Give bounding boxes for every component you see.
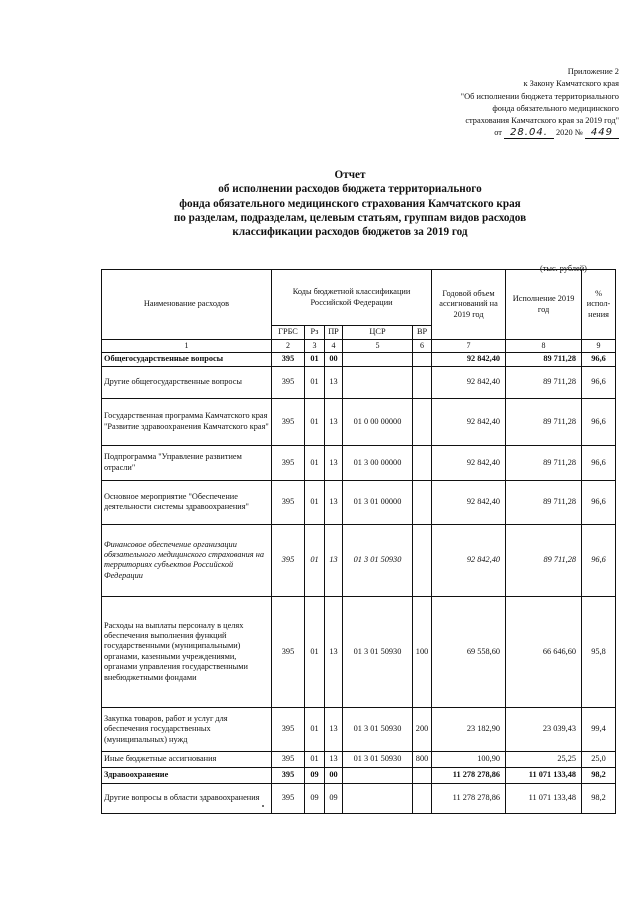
row-pr: 13 bbox=[325, 480, 343, 524]
row-volume: 11 278 278,86 bbox=[432, 783, 506, 813]
row-grbs: 395 bbox=[272, 366, 305, 398]
row-exec: 89 711,28 bbox=[506, 353, 582, 366]
row-pr: 13 bbox=[325, 524, 343, 596]
header-volume: Годовой объем ассигнований на 2019 год bbox=[432, 270, 506, 340]
row-rz: 01 bbox=[305, 445, 325, 480]
row-name: Государственная программа Камчатского края "Развитие здравоохранения Камчатского края" bbox=[102, 398, 272, 445]
col-num: 7 bbox=[432, 340, 506, 353]
header-name: Наименование расходов bbox=[102, 270, 272, 340]
row-grbs: 395 bbox=[272, 353, 305, 366]
row-volume: 69 558,60 bbox=[432, 596, 506, 707]
row-vr bbox=[413, 480, 432, 524]
row-pr: 13 bbox=[325, 366, 343, 398]
appendix-block bbox=[405, 66, 619, 140]
row-vr bbox=[413, 398, 432, 445]
table-row bbox=[102, 707, 616, 751]
row-vr: 100 bbox=[413, 596, 432, 707]
table-row bbox=[102, 767, 616, 783]
row-pct: 96,6 bbox=[582, 398, 616, 445]
row-exec: 89 711,28 bbox=[506, 366, 582, 398]
row-vr bbox=[413, 524, 432, 596]
row-csr: 01 3 01 00000 bbox=[343, 480, 413, 524]
date-prefix: от bbox=[494, 128, 502, 138]
table-row bbox=[102, 353, 616, 366]
col-num: 2 bbox=[272, 340, 305, 353]
appendix-line-2: к Закону Камчатского края bbox=[523, 79, 619, 89]
row-volume: 92 842,40 bbox=[432, 445, 506, 480]
row-rz: 01 bbox=[305, 707, 325, 751]
row-volume: 92 842,40 bbox=[432, 366, 506, 398]
row-volume: 100,90 bbox=[432, 751, 506, 767]
table-row bbox=[102, 366, 616, 398]
row-exec: 89 711,28 bbox=[506, 480, 582, 524]
row-name: Другие вопросы в области здравоохранения bbox=[102, 783, 272, 813]
row-exec: 11 071 133,48 bbox=[506, 767, 582, 783]
row-pr: 00 bbox=[325, 353, 343, 366]
table-row bbox=[102, 524, 616, 596]
table-row bbox=[102, 445, 616, 480]
row-pr: 13 bbox=[325, 751, 343, 767]
row-exec: 89 711,28 bbox=[506, 398, 582, 445]
row-rz: 01 bbox=[305, 596, 325, 707]
header-codes: Коды бюджетной классификации Российской Федерации bbox=[272, 270, 432, 326]
row-csr: 01 3 00 00000 bbox=[343, 445, 413, 480]
row-grbs: 395 bbox=[272, 398, 305, 445]
row-csr bbox=[343, 366, 413, 398]
header-percent: % испол-нения bbox=[582, 270, 616, 340]
row-vr: 800 bbox=[413, 751, 432, 767]
units-label: (тыс. рублей) bbox=[540, 264, 587, 273]
appendix-date-line bbox=[405, 127, 619, 139]
row-csr: 01 3 01 50930 bbox=[343, 524, 413, 596]
title-line-1: Отчет bbox=[334, 169, 366, 181]
row-grbs: 395 bbox=[272, 751, 305, 767]
row-exec: 23 039,43 bbox=[506, 707, 582, 751]
row-vr bbox=[413, 783, 432, 813]
row-vr bbox=[413, 767, 432, 783]
row-pr: 13 bbox=[325, 398, 343, 445]
header-csr: ЦСР bbox=[343, 326, 413, 340]
title-line-4: по разделам, подразделам, целевым статьям, группам видов расходов bbox=[173, 211, 527, 224]
handwritten-date: 28.04. bbox=[504, 127, 554, 139]
row-csr: 01 3 01 50930 bbox=[343, 751, 413, 767]
row-name: Финансовое обеспечение организации обязательного медицинского страхования на территориях субъектов Российской Федерации bbox=[102, 524, 272, 596]
header-grbs: ГРБС bbox=[272, 326, 305, 340]
header-rz: Рз bbox=[305, 326, 325, 340]
row-csr bbox=[343, 353, 413, 366]
row-pr: 13 bbox=[325, 707, 343, 751]
row-volume: 92 842,40 bbox=[432, 353, 506, 366]
row-pct: 96,6 bbox=[582, 480, 616, 524]
row-grbs: 395 bbox=[272, 445, 305, 480]
row-exec: 11 071 133,48 bbox=[506, 783, 582, 813]
col-num: 5 bbox=[343, 340, 413, 353]
table-row bbox=[102, 596, 616, 707]
row-exec: 89 711,28 bbox=[506, 445, 582, 480]
row-vr bbox=[413, 353, 432, 366]
appendix-line-5: страхования Камчатского края за 2019 год" bbox=[465, 116, 619, 126]
column-numbers-row bbox=[102, 340, 616, 353]
col-num: 4 bbox=[325, 340, 343, 353]
row-volume: 92 842,40 bbox=[432, 398, 506, 445]
row-csr bbox=[343, 767, 413, 783]
row-rz: 09 bbox=[305, 783, 325, 813]
row-exec: 89 711,28 bbox=[506, 524, 582, 596]
appendix-line-1: Приложение 2 bbox=[567, 67, 619, 76]
table-row bbox=[102, 751, 616, 767]
row-rz: 01 bbox=[305, 524, 325, 596]
row-pct: 98,2 bbox=[582, 783, 616, 813]
row-pr: 00 bbox=[325, 767, 343, 783]
row-volume: 92 842,40 bbox=[432, 524, 506, 596]
row-pct: 96,6 bbox=[582, 366, 616, 398]
row-csr: 01 3 01 50930 bbox=[343, 596, 413, 707]
handwritten-number: 449 bbox=[585, 127, 619, 139]
row-volume: 92 842,40 bbox=[432, 480, 506, 524]
table-row bbox=[102, 398, 616, 445]
row-vr bbox=[413, 366, 432, 398]
row-pr: 13 bbox=[325, 596, 343, 707]
row-name: Здравоохранение bbox=[102, 767, 272, 783]
row-rz: 01 bbox=[305, 751, 325, 767]
header-pr: ПР bbox=[325, 326, 343, 340]
row-name: Иные бюджетные ассигнования bbox=[102, 751, 272, 767]
row-pct: 96,6 bbox=[582, 524, 616, 596]
row-exec: 25,25 bbox=[506, 751, 582, 767]
row-csr: 01 3 01 50930 bbox=[343, 707, 413, 751]
row-pct: 98,2 bbox=[582, 767, 616, 783]
table-row bbox=[102, 783, 616, 813]
appendix-line-4: фонда обязательного медицинского bbox=[492, 103, 619, 113]
row-grbs: 395 bbox=[272, 767, 305, 783]
appendix-line-3: "Об исполнении бюджета территориального bbox=[460, 91, 619, 101]
row-name: Закупка товаров, работ и услуг для обеспечения государственных (муниципальных) нужд bbox=[102, 707, 272, 751]
row-pct: 95,8 bbox=[582, 596, 616, 707]
row-name: Другие общегосударственные вопросы bbox=[102, 366, 272, 398]
title-line-3: фонда обязательного медицинского страхования Камчатского края bbox=[179, 197, 521, 210]
title-line-5: классификации расходов бюджетов за 2019 год bbox=[232, 226, 468, 239]
col-num: 9 bbox=[582, 340, 616, 353]
row-grbs: 395 bbox=[272, 480, 305, 524]
row-pct: 96,6 bbox=[582, 445, 616, 480]
row-exec: 66 646,60 bbox=[506, 596, 582, 707]
row-pct: 96,6 bbox=[582, 353, 616, 366]
table-row bbox=[102, 480, 616, 524]
row-grbs: 395 bbox=[272, 596, 305, 707]
row-grbs: 395 bbox=[272, 524, 305, 596]
row-csr bbox=[343, 783, 413, 813]
row-vr: 200 bbox=[413, 707, 432, 751]
col-num: 3 bbox=[305, 340, 325, 353]
row-name: Общегосударственные вопросы bbox=[102, 353, 272, 366]
row-name: Основное мероприятие "Обеспечение деятельности системы здравоохранения" bbox=[102, 480, 272, 524]
year-number-label: 2020 № bbox=[555, 128, 583, 138]
row-pr: 09 bbox=[325, 783, 343, 813]
row-rz: 01 bbox=[305, 366, 325, 398]
row-vr bbox=[413, 445, 432, 480]
title-line-2: об исполнении расходов бюджета территориального bbox=[218, 183, 482, 196]
report-title bbox=[150, 168, 550, 239]
scan-speck bbox=[262, 805, 264, 807]
row-rz: 01 bbox=[305, 353, 325, 366]
row-name: Подпрограмма "Управление развитием отрасли" bbox=[102, 445, 272, 480]
row-grbs: 395 bbox=[272, 783, 305, 813]
row-pct: 25,0 bbox=[582, 751, 616, 767]
expenses-table bbox=[101, 269, 616, 814]
row-rz: 01 bbox=[305, 398, 325, 445]
row-csr: 01 0 00 00000 bbox=[343, 398, 413, 445]
row-rz: 09 bbox=[305, 767, 325, 783]
col-num: 8 bbox=[506, 340, 582, 353]
row-name: Расходы на выплаты персоналу в целях обеспечения выполнения функций государственными (муниципальными) органами, казенными учреждениями, органами управления государственными внебюджетными фондами bbox=[102, 596, 272, 707]
col-num: 6 bbox=[413, 340, 432, 353]
header-execution: Исполнение 2019 год bbox=[506, 270, 582, 340]
col-num: 1 bbox=[102, 340, 272, 353]
row-grbs: 395 bbox=[272, 707, 305, 751]
row-volume: 11 278 278,86 bbox=[432, 767, 506, 783]
header-vr: ВР bbox=[413, 326, 432, 340]
row-pct: 99,4 bbox=[582, 707, 616, 751]
row-pr: 13 bbox=[325, 445, 343, 480]
header-row bbox=[102, 270, 616, 326]
row-rz: 01 bbox=[305, 480, 325, 524]
row-volume: 23 182,90 bbox=[432, 707, 506, 751]
